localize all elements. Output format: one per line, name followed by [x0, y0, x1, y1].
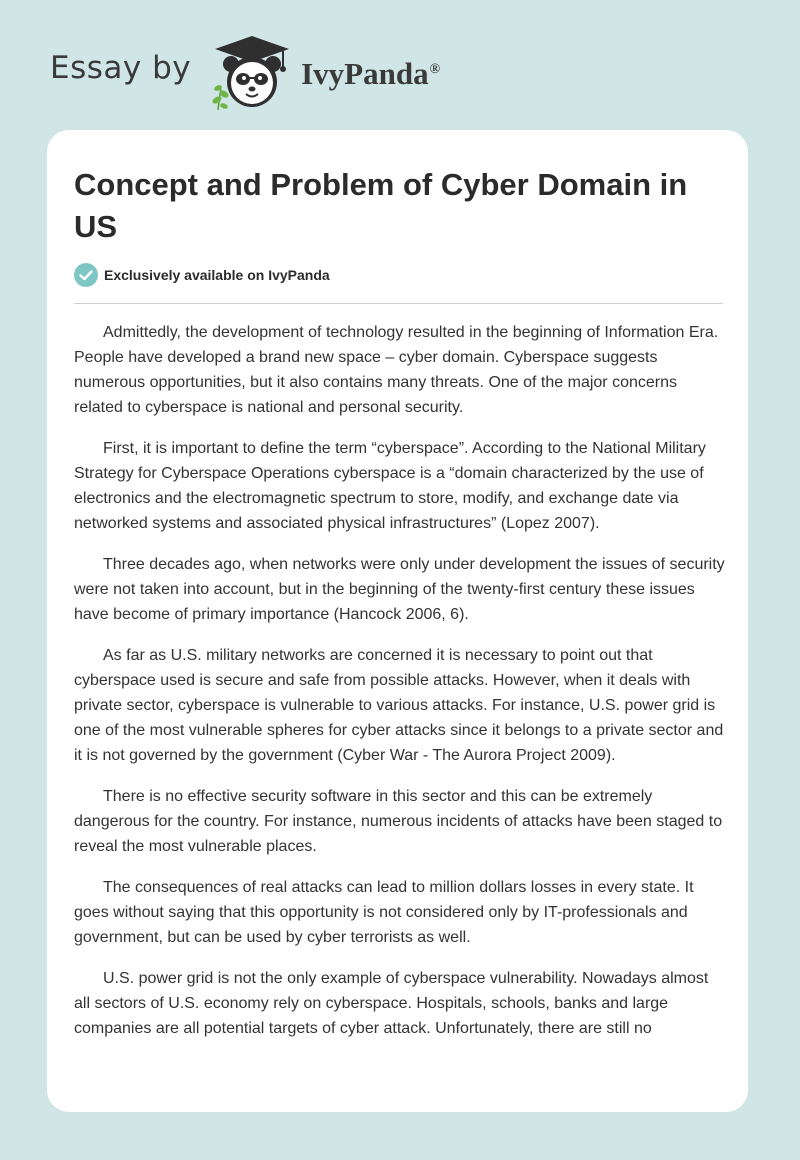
- essay-title: Concept and Problem of Cyber Domain in US: [74, 167, 688, 244]
- divider: [74, 303, 723, 304]
- availability-badge: [74, 263, 330, 287]
- panda-logo-icon[interactable]: [209, 32, 295, 112]
- badge-text: Exclusively available on IvyPanda: [104, 267, 330, 283]
- paragraph: First, it is important to define the term “cyberspace”. According to the National Military Strategy for Cyberspace Operations cyberspace is a “domain characterized by the use of electronics and the electromagnetic spectrum to store, modify, and exchange date via networked systems and associated physical infrastructures” (Lopez 2007).: [74, 440, 706, 532]
- paragraph: U.S. power grid is not the only example of cyberspace vulnerability. Nowadays almost all sectors of U.S. economy rely on cyberspace. Hospitals, schools, banks and large companies are all potential targets of cyber attack. Unfortunately, there are still no: [74, 970, 709, 1037]
- brand-name-text: IvyPanda: [301, 56, 429, 91]
- check-circle-icon: [74, 263, 98, 287]
- brand-name[interactable]: [301, 56, 440, 92]
- essay-body: [74, 320, 725, 1057]
- essay-card: [47, 130, 748, 1112]
- paragraph: There is no effective security software in this sector and this can be extremely dangerous for the country. For instance, numerous incidents of attacks have been staged to reveal the most vulnerable places.: [74, 788, 723, 855]
- brand-prefix: Essay by: [50, 50, 192, 86]
- paragraph: As far as U.S. military networks are concerned it is necessary to point out that cyberspace used is secure and safe from possible attacks. However, when it deals with private sector, cyberspace is vulnerable to various attacks. For instance, U.S. power grid is one of the most vulnerable spheres for cyber attacks since it belongs to a private sector and it is not governed by the government (Cyber War - The Aurora Project 2009).: [74, 647, 724, 764]
- paragraph: The consequences of real attacks can lead to million dollars losses in every state. It goes without saying that this opportunity is not considered only by IT-professionals and government, but can be used by cyber terrorists as well.: [74, 879, 694, 946]
- paragraph: Admittedly, the development of technology resulted in the beginning of Information Era. People have developed a brand new space – cyber domain. Cyberspace suggests numerous opportunities, but it also contains many threats. One of the major concerns related to cyberspace is national and personal security.: [74, 324, 719, 416]
- registered-mark: ®: [429, 61, 441, 77]
- brand-header: [50, 32, 440, 112]
- paragraph: Three decades ago, when networks were only under development the issues of security were not taken into account, but in the beginning of the twenty-first century these issues have become of primary importance (Hancock 2006, 6).: [74, 556, 725, 623]
